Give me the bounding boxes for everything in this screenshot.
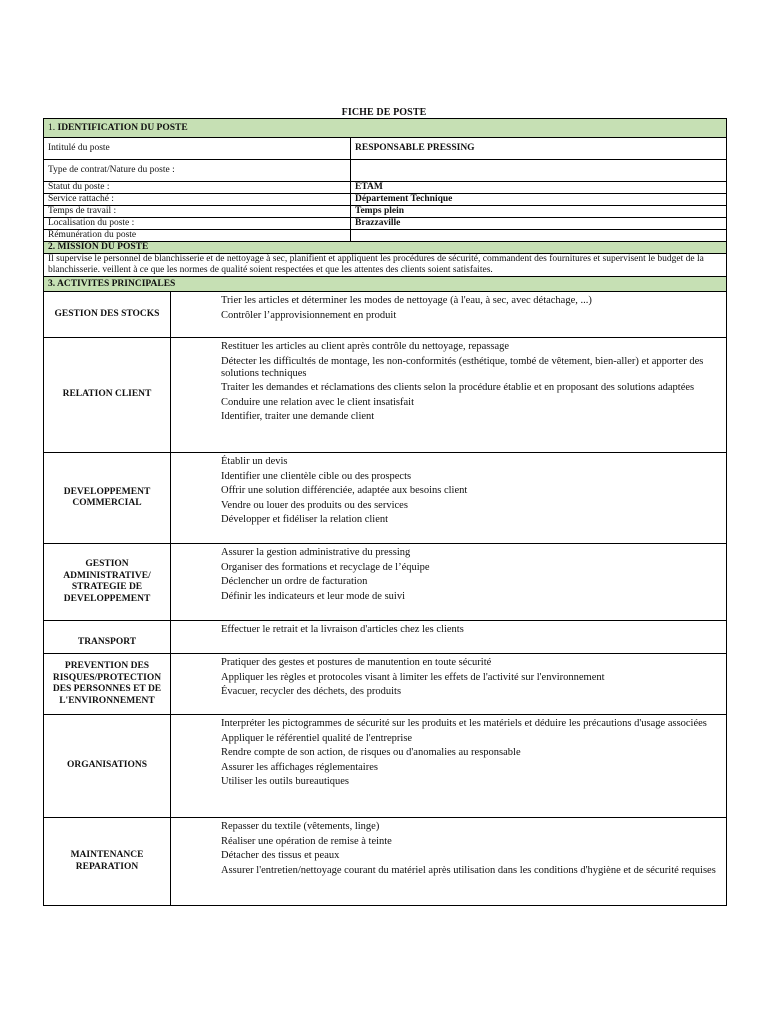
activity-item: Assurer l'entretien/nettoyage courant du matériel après utilisation dans les conditions d'hygiène et de sécurité requises xyxy=(221,864,716,876)
activity-items-list xyxy=(171,621,726,636)
remuneration-label: Rémunération du poste xyxy=(44,230,351,242)
type-contrat-label: Type de contrat/Nature du poste : xyxy=(44,160,351,182)
section-mission-header xyxy=(44,242,727,254)
activity-description xyxy=(171,715,727,818)
activity-description xyxy=(171,292,727,338)
activity-description xyxy=(171,654,727,715)
activity-item: Identifier une clientèle cible ou des prospects xyxy=(221,470,412,482)
activity-item: Effectuer le retrait et la livraison d'articles chez les clients xyxy=(221,624,464,635)
temps-value: Temps plein xyxy=(351,206,727,218)
activity-item: Vendre ou louer des produits ou des services xyxy=(221,499,408,511)
section-mission-title: 2. MISSION DU POSTE xyxy=(44,242,727,254)
activity-category: RELATION CLIENT xyxy=(44,338,171,453)
activity-item: Évacuer, recycler des déchets, des produits xyxy=(221,686,402,697)
activity-item: Identifier, traiter une demande client xyxy=(221,411,375,422)
intitule-label: Intitulé du poste xyxy=(44,138,351,160)
activity-item: Trier les articles et déterminer les modes de nettoyage (à l'eau, à sec, avec détachage, ...) xyxy=(221,295,592,306)
activity-row xyxy=(44,338,727,453)
section-activites-title: 3. ACTIVITES PRINCIPALES xyxy=(44,277,727,292)
page-title: FICHE DE POSTE xyxy=(341,107,427,118)
activity-item: Développer et fidéliser la relation client xyxy=(221,514,389,525)
activity-category: DEVELOPPEMENT COMMERCIAL xyxy=(44,453,171,544)
service-value: Département Technique xyxy=(351,194,727,206)
activity-item: Organiser des formations et recyclage de l’équipe xyxy=(221,561,430,573)
activity-row xyxy=(44,621,727,654)
row-statut xyxy=(44,182,727,194)
activity-row xyxy=(44,818,727,906)
activity-row xyxy=(44,292,727,338)
activity-item: Détecter les difficultés de montage, les non-conformités (esthétique, tombé de vêtement, bien-aller) et apporter des solutions techniques xyxy=(221,355,704,379)
intitule-value: RESPONSABLE PRESSING xyxy=(351,138,727,160)
section-number: 1. xyxy=(48,122,56,133)
activity-items-list xyxy=(171,654,726,698)
activity-item: Détacher des tissus et peaux xyxy=(221,850,340,861)
type-contrat-value xyxy=(351,160,727,182)
activity-item: Traiter les demandes et réclamations des clients selon la procédure établie et en proposant des solutions adaptées xyxy=(221,382,695,393)
activity-items-list xyxy=(171,453,726,526)
activity-category: MAINTENANCE REPARATION xyxy=(44,818,171,906)
section-identification-title: IDENTIFICATION DU POSTE xyxy=(57,122,188,133)
activity-row xyxy=(44,544,727,621)
activity-item: Établir un devis xyxy=(221,456,288,467)
activity-description xyxy=(171,453,727,544)
activity-item: Assurer les affichages réglementaires xyxy=(221,761,378,773)
localisation-value: Brazzaville xyxy=(351,218,727,230)
service-label: Service rattaché : xyxy=(44,194,351,206)
activity-item: Interpréter les pictogrammes de sécurité sur les produits et les matériels et déduire les précautions d'usage associées xyxy=(221,718,707,729)
activity-row xyxy=(44,453,727,544)
activity-item: Contrôler l’approvisionnement en produit xyxy=(221,309,397,321)
row-mission xyxy=(44,254,727,277)
activity-row xyxy=(44,654,727,715)
activity-description xyxy=(171,818,727,906)
activity-row xyxy=(44,715,727,818)
activity-items-list xyxy=(171,292,726,322)
mission-text: Il supervise le personnel de blanchisserie et de nettoyage à sec, planifient et appliquent les procédures de sécurité, commandent des fournitures et supervisent le budget de la blanchisserie. veillent à ce que les normes de qualité soient respectées et que les attentes des clients soient satisfaites. xyxy=(44,254,727,277)
row-service xyxy=(44,194,727,206)
activity-description xyxy=(171,338,727,453)
activity-item: Pratiquer des gestes et postures de manutention en toute sécurité xyxy=(221,657,492,668)
activity-item: Déclencher un ordre de facturation xyxy=(221,576,368,587)
activity-category: ORGANISATIONS xyxy=(44,715,171,818)
row-localisation xyxy=(44,218,727,230)
activity-item: Appliquer le référentiel qualité de l'entreprise xyxy=(221,732,413,744)
activity-category: PREVENTION DES RISQUES/PROTECTION DES PERSONNES ET DE L'ENVIRONNEMENT xyxy=(44,654,171,715)
activity-item: Utiliser les outils bureautiques xyxy=(221,776,350,787)
activity-item: Offrir une solution différenciée, adaptée aux besoins client xyxy=(221,485,468,496)
activity-item: Restituer les articles au client après contrôle du nettoyage, repassage xyxy=(221,341,510,352)
row-temps xyxy=(44,206,727,218)
localisation-label: Localisation du poste : xyxy=(44,218,351,230)
activity-item: Rendre compte de son action, de risques ou d'anomalies au responsable xyxy=(221,747,521,758)
activity-items-list xyxy=(171,338,726,423)
section-identification-header xyxy=(44,119,727,138)
activity-items-list xyxy=(171,544,726,603)
statut-value: ETAM xyxy=(351,182,727,194)
activity-category: GESTION ADMINISTRATIVE/ STRATEGIE DE DEVELOPPEMENT xyxy=(44,544,171,621)
statut-label: Statut du poste : xyxy=(44,182,351,194)
row-type-contrat xyxy=(44,160,727,182)
temps-label: Temps de travail : xyxy=(44,206,351,218)
row-remuneration xyxy=(44,230,727,242)
activity-item: Repasser du textile (vêtements, linge) xyxy=(221,821,380,832)
activity-items-list xyxy=(171,715,726,788)
remuneration-value xyxy=(351,230,727,242)
activity-category: TRANSPORT xyxy=(44,621,171,654)
activity-item: Réaliser une opération de remise à teinte xyxy=(221,835,392,847)
activity-item: Conduire une relation avec le client insatisfait xyxy=(221,396,415,408)
activity-description xyxy=(171,621,727,654)
job-sheet-table xyxy=(43,118,727,906)
activity-description xyxy=(171,544,727,621)
section-activites-header xyxy=(44,277,727,292)
activity-item: Appliquer les règles et protocoles visant à limiter les effets de l'activité sur l'environnement xyxy=(221,671,605,683)
activity-category: GESTION DES STOCKS xyxy=(44,292,171,338)
activity-item: Définir les indicateurs et leur mode de suivi xyxy=(221,590,405,602)
activity-items-list xyxy=(171,818,726,877)
row-intitule xyxy=(44,138,727,160)
activity-item: Assurer la gestion administrative du pressing xyxy=(221,547,411,558)
